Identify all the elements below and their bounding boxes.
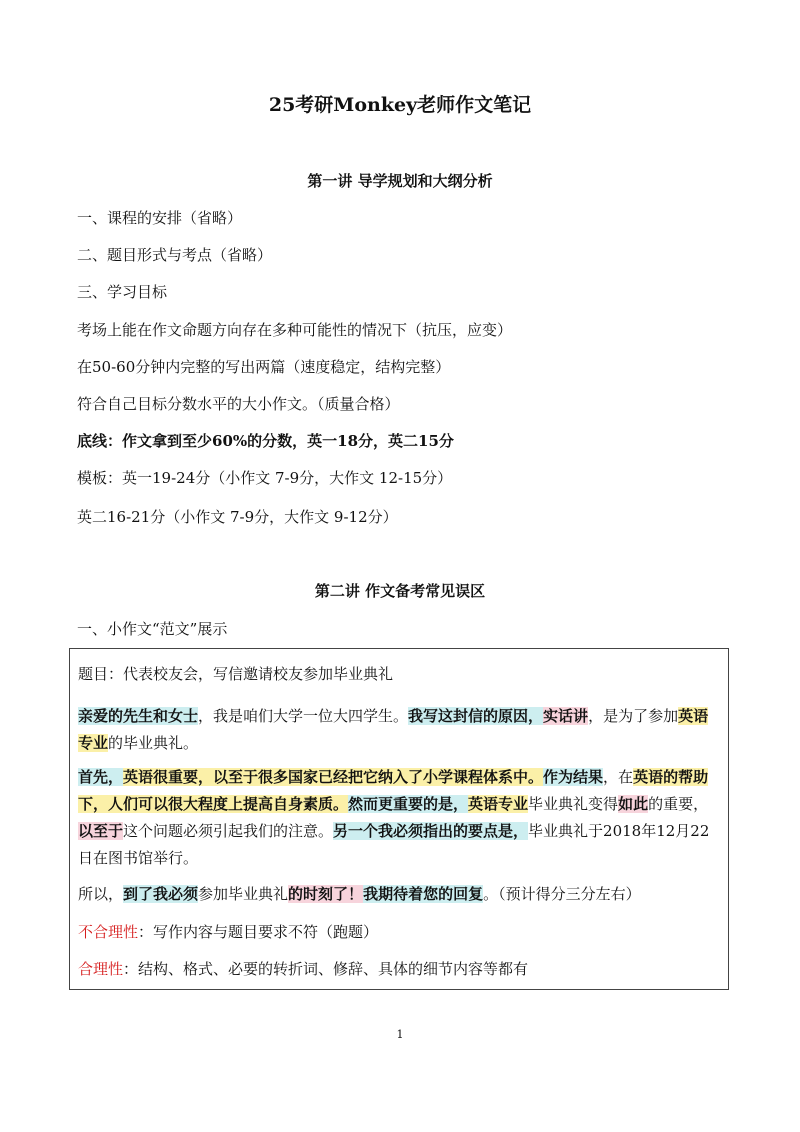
text: ：写作内容与题目要求不符（跑题） — [138, 923, 379, 941]
text: ，是为了参加 — [588, 707, 679, 725]
lecture1-item1: 一、课程的安排（省略） — [77, 209, 243, 227]
phrase: 首先， — [78, 768, 124, 786]
phrase: 实话讲 — [543, 707, 589, 725]
text: 参加毕业典礼 — [198, 885, 289, 903]
phrase: 英语很重要，以至于很多国家已经把它纳入了小学课程体系中。 — [123, 768, 544, 786]
template-line-1: 模板：英一19-24分（小作文 7-9分，大作文 12-15分） — [77, 469, 453, 487]
unreasonable-note — [78, 919, 720, 946]
unreasonable-label: 不合理性 — [78, 923, 139, 941]
sample-paragraph-1 — [78, 703, 720, 757]
lecture2-item1: 一、小作文“范文”展示 — [77, 620, 228, 638]
phrase: 英语专业 — [78, 707, 709, 752]
text: ：结构、格式、必要的转折词、修辞、具体的细节内容等都有 — [123, 960, 529, 978]
goal-line-3: 符合自己目标分数水平的大小作文。（质量合格） — [77, 395, 400, 413]
reasonable-label: 合理性 — [78, 960, 124, 978]
phrase: 英语专业 — [468, 795, 529, 813]
text: 。（预计得分三分左右） — [483, 885, 641, 903]
document-title: 25考研Monkey老师作文笔记 — [268, 94, 532, 116]
text: 这个问题必须引起我们的注意。 — [123, 822, 334, 840]
phrase: 以至于 — [78, 822, 124, 840]
phrase: 的时刻了！ — [288, 885, 364, 903]
sample-prompt: 题目：代表校友会，写信邀请校友参加毕业典礼 — [78, 665, 394, 683]
lecture1-heading: 第一讲 导学规划和大纲分析 — [307, 172, 493, 190]
text: 的毕业典礼。 — [108, 734, 199, 752]
phrase: 我期待着您的回复 — [363, 885, 484, 903]
phrase: 英语的帮助下，人们可以很大程度上提高自身素质。 — [78, 768, 709, 813]
template-line-2: 英二16-21分（小作文 7-9分，大作文 9-12分） — [77, 508, 398, 526]
sample-paragraph-2 — [78, 764, 720, 872]
phrase: 亲爱的先生和女士 — [78, 707, 199, 725]
baseline-line: 底线：作文拿到至少60%的分数，英一18分，英二15分 — [77, 432, 454, 450]
phrase: 然而更重要的是， — [348, 795, 469, 813]
reasonable-note — [78, 956, 720, 983]
lecture1-item2: 二、题目形式与考点（省略） — [77, 246, 273, 264]
sample-paragraph-3 — [78, 881, 720, 908]
goal-line-2: 在50-60分钟内完整的写出两篇（速度稳定，结构完整） — [77, 358, 451, 376]
phrase: 我写这封信的原因， — [408, 707, 544, 725]
phrase: 另一个我必须指出的要点是， — [333, 822, 529, 840]
phrase: 如此 — [618, 795, 649, 813]
text: 毕业典礼变得 — [528, 795, 619, 813]
phrase: 作为结果 — [543, 768, 604, 786]
text: 毕业典礼于2018年12月22日在图书馆举行。 — [78, 822, 710, 867]
text: ，我是咱们大学一位大四学生。 — [198, 707, 409, 725]
lecture1-item3: 三、学习目标 — [77, 283, 168, 301]
text: ，在 — [603, 768, 634, 786]
page-number: 1 — [396, 1028, 404, 1041]
phrase: 到了我必须 — [123, 885, 199, 903]
goal-line-1: 考场上能在作文命题方向存在多种可能性的情况下（抗压，应变） — [77, 321, 513, 339]
text: 的重要， — [648, 795, 709, 813]
text: 所以， — [78, 885, 124, 903]
lecture2-heading: 第二讲 作文备考常见误区 — [314, 582, 486, 600]
sample-essay-box — [69, 648, 729, 990]
